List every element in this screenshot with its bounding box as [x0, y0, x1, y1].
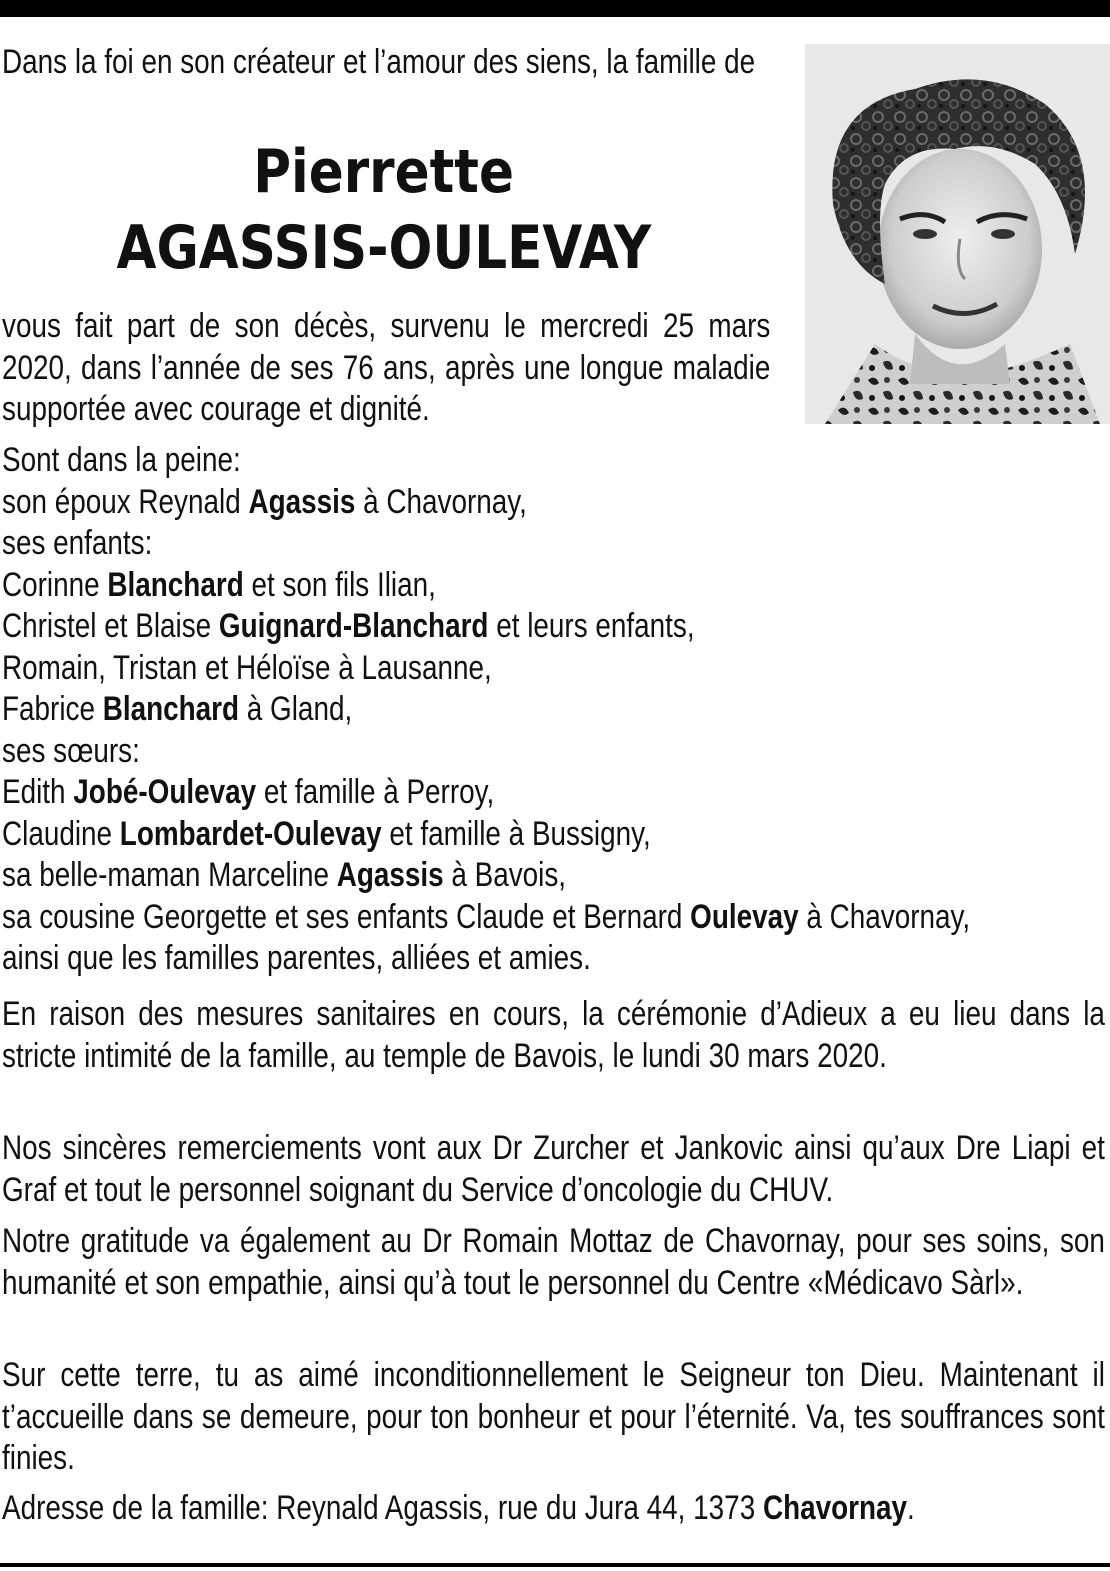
children-heading: ses enfants: — [2, 524, 153, 562]
thanks-paragraph: Nos sincères remerciements vont aux Dr Zurcher et Jankovic ainsi qu’aux Dre Liapi et Graf et tout le personnel soignant du Service d’oncologie du CHUV. — [2, 1129, 1105, 1209]
ceremony-paragraph: En raison des mesures sanitaires en cours, la cérémonie d’Adieux a eu lieu dans la stricte intimité de la famille, au temple de Bavois, le lundi 30 mars 2020. — [2, 995, 1105, 1075]
death-announcement: vous fait part de son décès, survenu le mercredi 25 mars 2020, dans l’année de ses 76 ans, après une longue maladie supportée avec courage et dignité. — [2, 307, 771, 428]
family-line: son époux Reynald Agassis à Chavornay, — [2, 482, 527, 521]
family-line: Claudine Lombardet-Oulevay et famille à Bussigny, — [2, 814, 651, 853]
top-rule — [0, 0, 1110, 17]
intro-text: Dans la foi en son créateur et l’amour des siens, la famille de — [2, 43, 756, 81]
family-line: sa cousine Georgette et ses enfants Claude et Bernard Oulevay à Chavornay, — [2, 897, 971, 936]
family-line: Romain, Tristan et Héloïse à Lausanne, — [2, 648, 492, 687]
family-line: Corinne Blanchard et son fils Ilian, — [2, 565, 436, 604]
deceased-last-name: AGASSIS-OULEVAY — [116, 213, 652, 283]
family-line: Edith Jobé-Oulevay et famille à Perroy, — [2, 773, 495, 811]
portrait-photo — [805, 44, 1110, 424]
farewell-paragraph: Sur cette terre, tu as aimé inconditionnellement le Seigneur ton Dieu. Maintenant il t’accueille dans se demeure, pour ton bonheur et pour l’éternité. Va, tes souffrances sont finies. — [2, 1356, 1105, 1477]
family-line: Fabrice Blanchard à Gland, — [2, 690, 353, 728]
family-heading: Sont dans la peine: — [2, 441, 241, 479]
family-line: Christel et Blaise Guignard-Blanchard et leurs enfants, — [2, 607, 695, 645]
family-list — [2, 440, 1109, 980]
sisters-heading: ses sœurs: — [2, 731, 140, 770]
deceased-first-name: Pierrette — [253, 137, 515, 207]
gratitude-paragraph: Notre gratitude va également au Dr Romain Mottaz de Chavornay, pour ses soins, son humanité et son empathie, ainsi qu’à tout le personnel du Centre «Médicavo Sàrl». — [2, 1222, 1105, 1302]
family-line: ainsi que les familles parentes, alliées et amies. — [2, 939, 591, 977]
family-line: sa belle-maman Marceline Agassis à Bavois, — [2, 856, 567, 894]
family-address: Adresse de la famille: Reynald Agassis, rue du Jura 44, 1373 Chavornay. — [2, 1489, 915, 1527]
bottom-rule — [0, 1563, 1110, 1567]
